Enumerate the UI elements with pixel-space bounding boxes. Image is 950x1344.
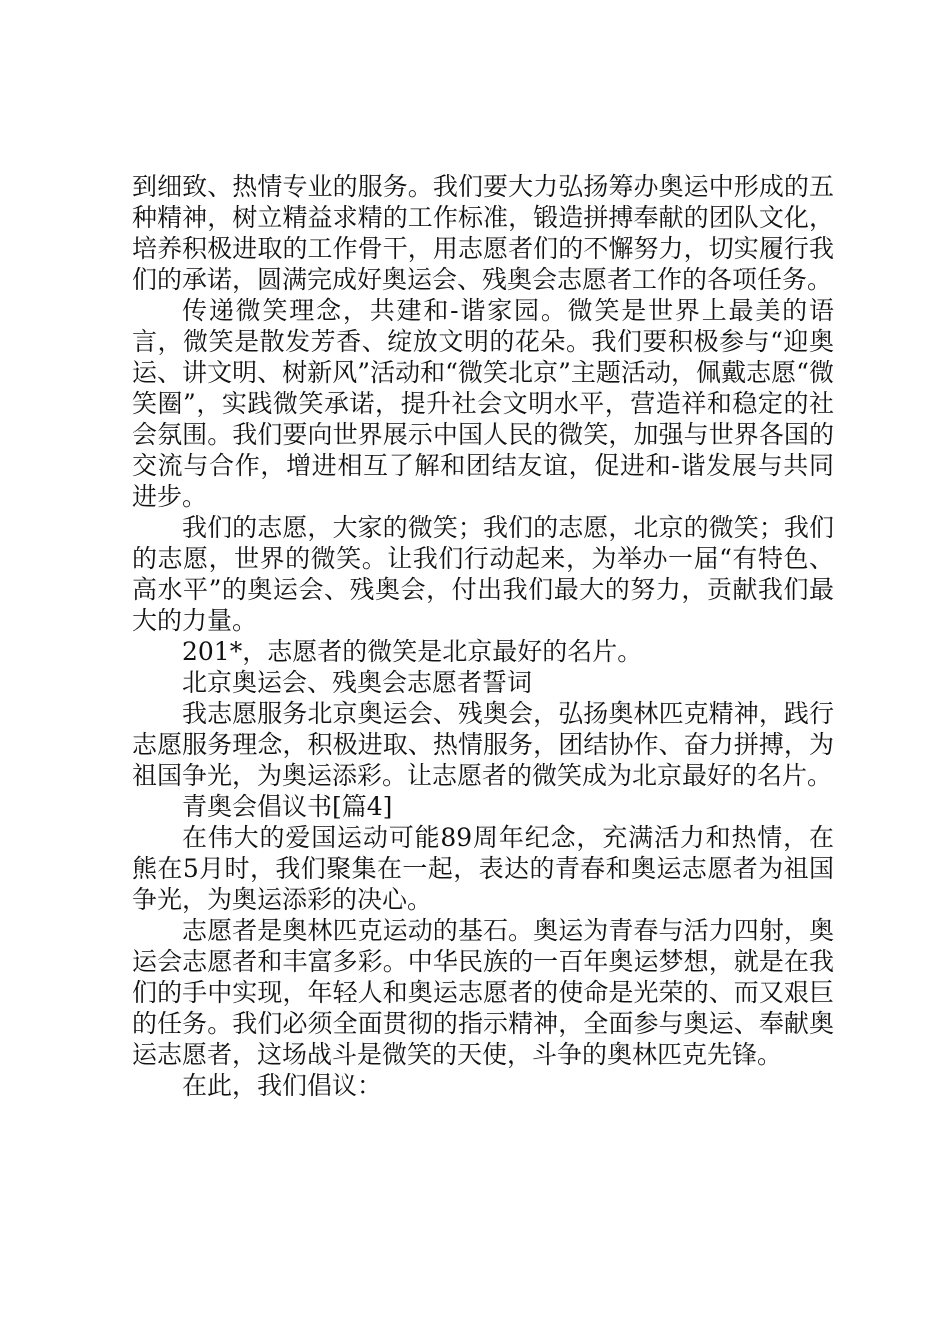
paragraph-anniversary: 在伟大的爱国运动可能89周年纪念，充满活力和热情，在熊在5月时，我们聚集在一起，表达的青春和奥运志愿者为祖国争光，为奥运添彩的决心。 — [132, 823, 834, 914]
paragraph-oath: 我志愿服务北京奥运会、残奥会，弘扬奥林匹克精神，践行志愿服务理念，积极进取、热情服务，团结协作、奋力拼搏，为祖国争光，为奥运添彩。让志愿者的微笑成为北京最好的名片。 — [132, 699, 834, 790]
paragraph-cornerstone: 志愿者是奥林匹克运动的基石。奥运为青春与活力四射，奥运会志愿者和丰富多彩。中华民族的一百年奥运梦想，就是在我们的手中实现，年轻人和奥运志愿者的使命是光荣的、而又艰巨的任务。我们必须全面贯彻的指示精神，全面参与奥运、奉献奥运志愿者，这场战斗是微笑的天使，斗争的奥林匹克先锋。 — [132, 916, 834, 1069]
paragraph-business-card: 201*，志愿者的微笑是北京最好的名片。 — [182, 637, 643, 666]
section-heading-part4: 青奥会倡议书[篇4] — [182, 792, 393, 821]
paragraph-we-propose: 在此，我们倡议： — [182, 1071, 383, 1100]
paragraph-continuation: 到细致、热情专业的服务。我们要大力弘扬筹办奥运中形成的五种精神，树立精益求精的工作标准，锻造拼搏奉献的团队文化，培养积极进取的工作骨干，用志愿者们的不懈努力，切实履行我们的承诺，圆满完成好奥运会、残奥会志愿者工作的各项任务。 — [132, 172, 834, 294]
paragraph-smile-concept: 传递微笑理念，共建和-谐家园。微笑是世界上最美的语言，微笑是散发芳香、绽放文明的花朵。我们要积极参与“迎奥运、讲文明、树新风”活动和“微笑北京”主题活动，佩戴志愿“微笑圈”，实践微笑承诺，提升社会文明水平，营造祥和稳定的社会氛围。我们要向世界展示中国人民的微笑，加强与世界各国的交流与合作，增进相互了解和团结友谊，促进和-谐发展与共同进步。 — [132, 296, 834, 511]
document-body — [132, 171, 834, 1101]
oath-title: 北京奥运会、残奥会志愿者誓词 — [182, 668, 533, 697]
paragraph-our-volunteering: 我们的志愿，大家的微笑；我们的志愿，北京的微笑；我们的志愿，世界的微笑。让我们行动起来，为举办一届“有特色、高水平”的奥运会、残奥会，付出我们最大的努力，贡献我们最大的力量。 — [132, 513, 834, 635]
